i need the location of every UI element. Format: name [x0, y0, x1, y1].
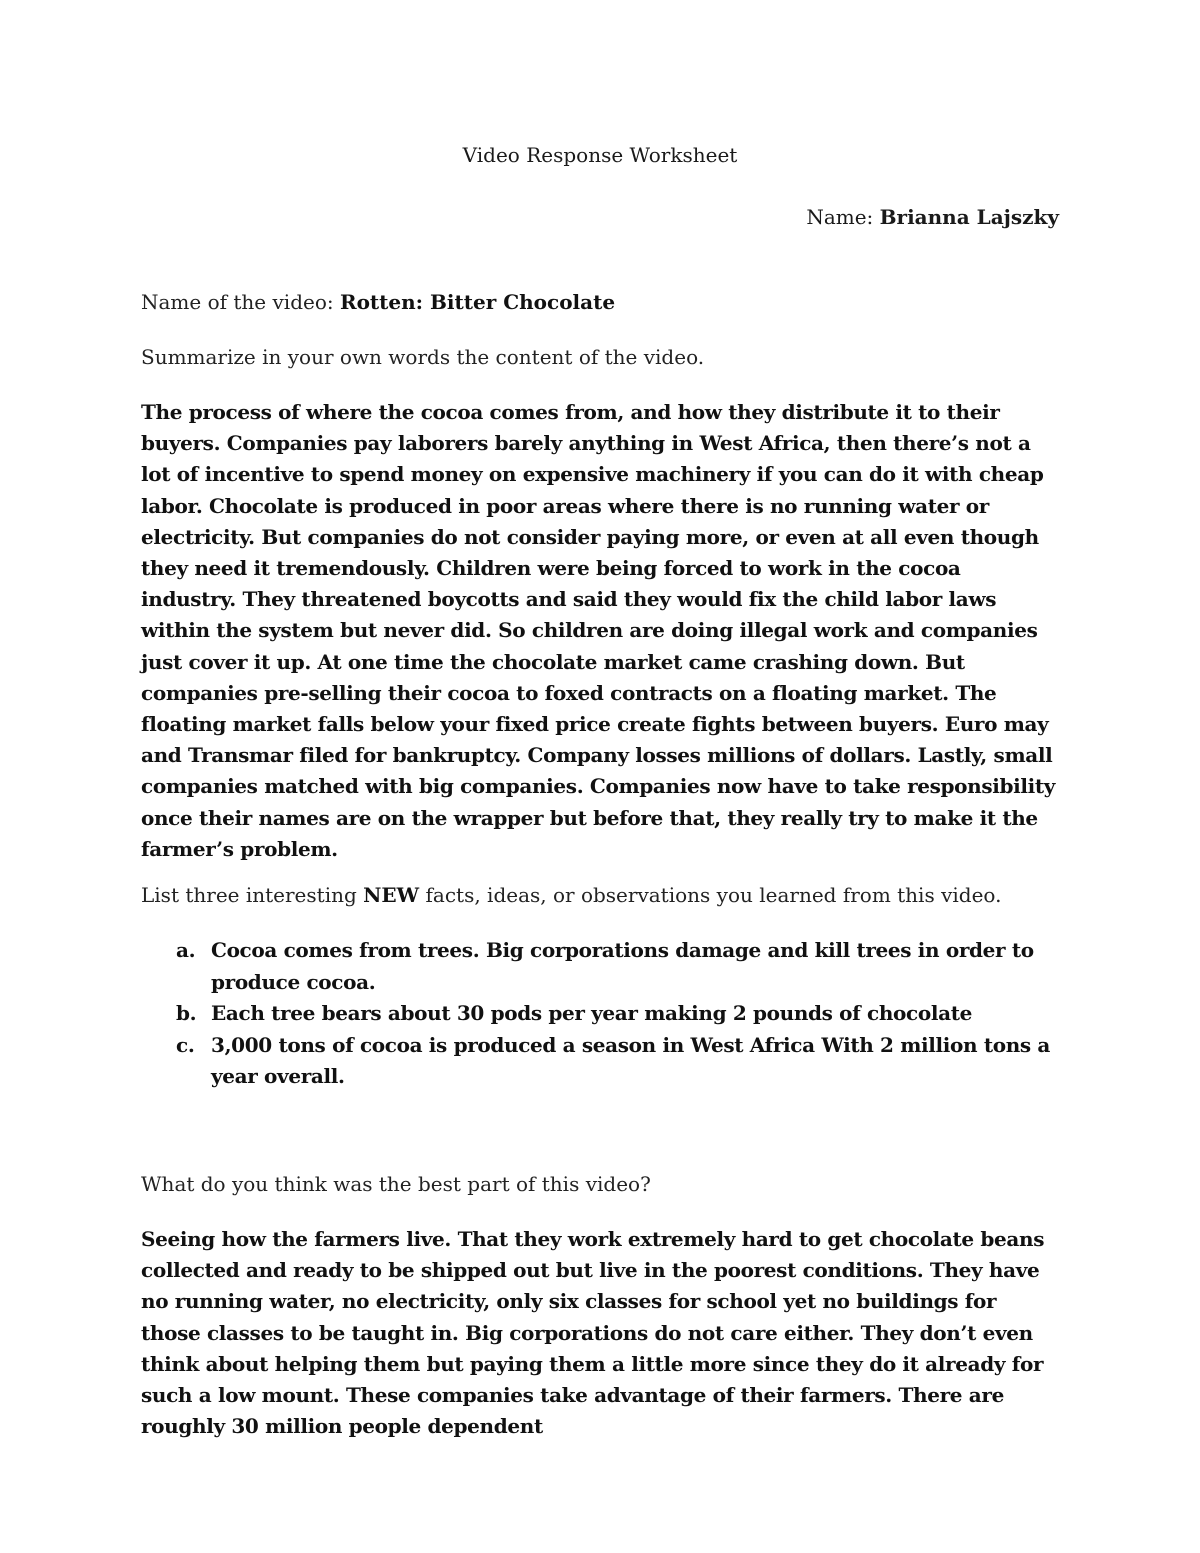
video-name: Rotten: Bitter Chocolate — [339, 290, 616, 314]
list-marker: c. — [176, 1032, 195, 1057]
list-marker: b. — [176, 1001, 197, 1025]
list-item — [141, 1030, 1059, 1093]
video-name-line — [141, 290, 615, 314]
student-name: Brianna Lajszky — [879, 205, 1059, 229]
facts-prompt — [141, 883, 1001, 907]
list-marker: a. — [176, 938, 196, 962]
facts-list — [141, 935, 1059, 1093]
fact-text: Cocoa comes from trees. Big corporations damage and kill trees in order to produce cocoa. — [211, 938, 1034, 994]
list-item — [141, 998, 1059, 1030]
facts-prompt-emphasis: NEW — [363, 883, 420, 907]
student-name-line — [806, 205, 1059, 229]
document-title: Video Response Worksheet — [462, 143, 738, 167]
summary-prompt: Summarize in your own words the content of the video. — [141, 345, 705, 369]
summary-answer: The process of where the cocoa comes from, and how they distribute it to their buyers. Companies pay laborers barely anything in West Africa, then there’s not a lot of incentive to spend money on expensive machinery if you can do it with cheap labor. Chocolate is produced in poor areas where there is no running water or electricity. But companies do not consider paying more, or even at all even though they need it tremendously. Children were being forced to work in the cocoa industry. They threatened boycotts and said they would fix the child labor laws within the system but never did. So children are doing illegal work and companies just cover it up. At one time the chocolate market came crashing down. But companies pre-selling their cocoa to foxed contracts on a floating market. The floating market falls below your fixed price create fights between buyers. Euro may and Transmar filed for bankruptcy. Company losses millions of dollars. Lastly, small companies matched with big companies. Companies now have to take responsibility once their names are on the wrapper but before that, they really try to make it the farmer’s problem. — [141, 400, 1056, 861]
facts-prompt-end: facts, ideas, or observations you learned from this video. — [425, 883, 1002, 907]
name-label: Name: — [806, 205, 874, 229]
best-part-prompt: What do you think was the best part of this video? — [141, 1172, 651, 1196]
list-item — [141, 935, 1059, 998]
fact-text: 3,000 tons of cocoa is produced a season in West Africa With 2 million tons a year overall. — [211, 1032, 1051, 1088]
best-part-answer: Seeing how the farmers live. That they work extremely hard to get chocolate beans collected and ready to be shipped out but live in the poorest conditions. They have no running water, no electricity, only six classes for school yet no buildings for those classes to be taught in. Big corporations do not care either. They don’t even think about helping them but paying them a little more since they do it already for such a low mount. These companies take advantage of their farmers. There are roughly 30 million people dependent — [141, 1227, 1045, 1439]
fact-text: Each tree bears about 30 pods per year making 2 pounds of chocolate — [211, 1001, 972, 1025]
video-name-label: Name of the video: — [141, 290, 334, 314]
facts-prompt-start: List three interesting — [141, 883, 357, 907]
document-page — [141, 0, 1059, 1553]
